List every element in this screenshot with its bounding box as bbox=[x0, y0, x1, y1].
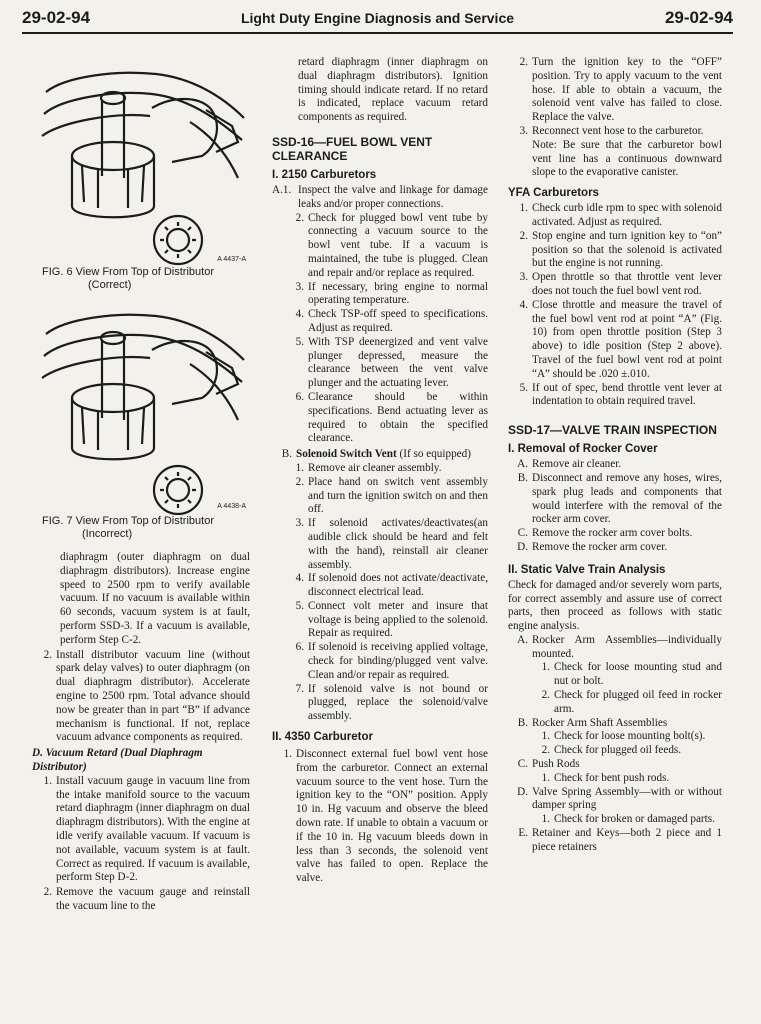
list-item: 2. Place hand on switch vent assembly and turn the ignition switch on and then off. bbox=[295, 475, 488, 516]
list-item: 2. Remove the vacuum gauge and reinstall the vacuum line to the bbox=[43, 886, 250, 912]
list-item: 1. Check for broken or damaged parts. bbox=[541, 813, 715, 826]
list-item: A. Rocker Arm Assemblies—individually mounted. bbox=[517, 633, 722, 660]
section-heading-ssd16: SSD-16—FUEL BOWL VENT CLEARANCE bbox=[272, 134, 433, 163]
list-item: 1. Remove air cleaner assembly. bbox=[295, 461, 442, 474]
subsection-heading-2150: I. 2150 Carburetors bbox=[272, 168, 377, 181]
list-item: 6. Clearance should be within specifications. Bend actuating lever as required to obtain the specified clearance. bbox=[295, 390, 488, 445]
distributor-incorrect-illustration bbox=[32, 300, 250, 515]
list-item: 1. Check for bent push rods. bbox=[541, 771, 670, 784]
list-item: 5. If out of spec, bend throttle vent lever at indentation to obtain required travel. bbox=[519, 381, 722, 408]
figure-6 bbox=[32, 56, 250, 266]
page-number-right: 29-02-94 bbox=[664, 8, 733, 27]
vacuum-retard-list bbox=[32, 775, 250, 914]
page-number-left: 29-02-94 bbox=[22, 8, 91, 27]
solenoid-switch-vent-heading: B. Solenoid Switch Vent (If so equipped) bbox=[281, 448, 471, 461]
list-item: 1. Check for loose mounting bolt(s). bbox=[541, 730, 706, 743]
figure-6-code: A 4437-A bbox=[217, 256, 246, 263]
page-header bbox=[22, 6, 733, 34]
list-item: 2. Turn the ignition key to the “OFF” position. Try to apply vacuum to the vent hose. If able to obtain a vacuum, the solenoid vent valve has failed to close. Replace the valve. bbox=[519, 56, 722, 124]
list-item: 3. If solenoid activates/deactivates(an audible click should be heard and felt with the hand), reinstall air cleaner assembly. bbox=[295, 517, 488, 571]
list-item: D. Valve Spring Assembly—with or without damper spring bbox=[517, 785, 722, 812]
solenoid-switch-vent-list bbox=[272, 462, 488, 724]
list-item: 7. If solenoid valve is not bound or plugged, replace the solenoid/valve assembly. bbox=[295, 682, 488, 723]
list-item: B. Rocker Arm Shaft Assemblies bbox=[517, 716, 668, 729]
list-item: C. Remove the rocker arm cover bolts. bbox=[517, 527, 693, 540]
static-analysis-paragraph: Check for damaged and/or severely worn parts, for correct assembly and assure use of correct parts, then proceed as follows with static engine analysis. bbox=[508, 578, 722, 633]
list-item: 1. Install vacuum gauge in vacuum line from the intake manifold source to the vacuum retard diaphragm (inner diaphragm on dual diaphragm distributors). With the engine at idle verify available vacuum. If vacuum is not available, vacuum system is at fault. Correct as required. If vacuum is available, perform Step D-2. bbox=[43, 774, 250, 884]
column-right bbox=[508, 56, 722, 855]
list-item: A. Remove air cleaner. bbox=[517, 458, 622, 471]
list-item: E. Retainer and Keys—both 2 piece and 1 piece retainers bbox=[518, 827, 722, 853]
figure-7 bbox=[32, 300, 250, 515]
list-item: 2. Check for plugged oil feeds. bbox=[541, 744, 682, 757]
list-item: 2. Install distributor vacuum line (without spark delay valves) to outer diaphragm (on dual diaphragm distributor). Accelerate engine to 2500 rpm. Total advance should now be greater than in part “B” if advance mechanism is functional. If not, replace vacuum advance components as required. bbox=[43, 648, 250, 744]
list-item: 4. Close throttle and measure the travel of the fuel bowl vent rod at point “A” (Fig. 10) from open throttle position (Step 3 above) to idle position (Step 2 above). Travel of the fuel bowl vent rod at point “A” should be .020 ±.010. bbox=[519, 298, 722, 380]
list-item: 3. Open throttle so that throttle vent lever does not touch the fuel bowl vent rod. bbox=[519, 271, 722, 297]
figure-6-caption: FIG. 6 View From Top of Distributor (Correct) bbox=[42, 266, 214, 291]
carburetor-4350-list bbox=[272, 748, 488, 886]
figure-7-code: A 4438-A bbox=[217, 503, 246, 510]
list-item: 5. Connect volt meter and insure that voltage is being applied to the solenoid. Repair as required. bbox=[295, 599, 488, 640]
list-item: 6. If solenoid is receiving applied voltage, check for binding/plugged vent valve. Clean and/or repair as required. bbox=[295, 641, 488, 681]
subsection-heading-4350: II. 4350 Carburetor bbox=[272, 731, 373, 744]
list-item: B. Disconnect and remove any hoses, wires, spark plug leads and components that would interfere with the removal of the rocker arm cover. bbox=[517, 471, 722, 526]
paragraph-continued: retard diaphragm (inner diaphragm on dual diaphragm distributors). Ignition timing should indicate retard. If no retard is indicated, replace vacuum retard components as required. bbox=[298, 56, 488, 124]
subsection-heading-yfa: YFA Carburetors bbox=[508, 187, 599, 200]
list-item: 3. If necessary, bring engine to normal operating temperature. bbox=[295, 280, 488, 307]
list-item: 2. Check for plugged bowl vent tube by connecting a vacuum source to the bowl vent tube. If a vacuum is maintained, the tube is plugged. Clean and repair and/or replace as required. bbox=[295, 211, 488, 279]
running-title: Light Duty Engine Diagnosis and Service bbox=[240, 10, 515, 26]
carburetor-4350-list-continued bbox=[508, 56, 722, 139]
column-left bbox=[32, 56, 250, 914]
list-item: 3. Reconnect vent hose to the carburetor. bbox=[519, 124, 704, 137]
paragraph-continued: diaphragm (outer diaphragm on dual diaphragm distributors). Increase engine speed to 2500 rpm to verify available vacuum. If no vacuum is available within 60 seconds, vacuum system is at fault, perform SSD-3. If a vacuum is available, perform Step C-2. bbox=[60, 551, 250, 646]
section-heading-ssd17: SSD-17—VALVE TRAIN INSPECTION bbox=[508, 423, 717, 438]
column-middle bbox=[272, 56, 488, 886]
static-analysis-list bbox=[508, 634, 722, 855]
distributor-correct-illustration bbox=[32, 56, 250, 266]
list-item: 5. With TSP deenergized and vent valve plunger depressed, measure the clearance between the vent valve plunger and the actuating lever. bbox=[295, 335, 488, 390]
yfa-carburetor-list bbox=[508, 202, 722, 409]
list-item: 1. Check curb idle rpm to spec with solenoid activated. Adjust as required. bbox=[519, 202, 722, 228]
subsection-heading-static-analysis: II. Static Valve Train Analysis bbox=[508, 563, 666, 576]
list-item: A.1. Inspect the valve and linkage for damage leaks and/or proper connections. bbox=[272, 183, 488, 210]
subsection-heading-rocker-cover: I. Removal of Rocker Cover bbox=[508, 443, 658, 456]
section-heading-vacuum-retard: D. Vacuum Retard (Dual Diaphragm Distributor) bbox=[32, 747, 203, 773]
list-item: 1. Check for loose mounting stud and nut or bolt. bbox=[541, 661, 722, 688]
list-item: 2. Check for plugged oil feed in rocker arm. bbox=[541, 689, 722, 715]
list-item: 4. Check TSP-off speed to specifications. Adjust as required. bbox=[295, 308, 488, 334]
note: Note: Be sure that the carburetor bowl vent line has a continuous downward slope to the evaporative canister. bbox=[532, 138, 722, 179]
list-item: D. Remove the rocker arm cover. bbox=[517, 540, 668, 553]
rocker-cover-list bbox=[508, 458, 722, 555]
figure-7-caption: FIG. 7 View From Top of Distributor (Incorrect) bbox=[42, 515, 214, 540]
list-item: C. Push Rods bbox=[517, 758, 580, 771]
list-item: 4. If solenoid does not activate/deactivate, disconnect electrical lead. bbox=[295, 572, 488, 599]
carburetor-2150-list bbox=[272, 184, 488, 446]
list-item: 1. Disconnect external fuel bowl vent hose from the carburetor. Connect an external vacuum source to the vent hose. Turn the ignition key to the “ON” position. Apply 10 in. Hg vacuum and observe the bleed down rate. If unable to obtain a vacuum or if the 10 in. Hg vacuum bleeds down in less than 3 seconds, the solenoid vent valve has failed to open. Replace the valve. bbox=[283, 748, 488, 885]
list-item: 2. Stop engine and turn ignition key to “on” position so that the solenoid is activated but the engine is not running. bbox=[519, 229, 722, 270]
